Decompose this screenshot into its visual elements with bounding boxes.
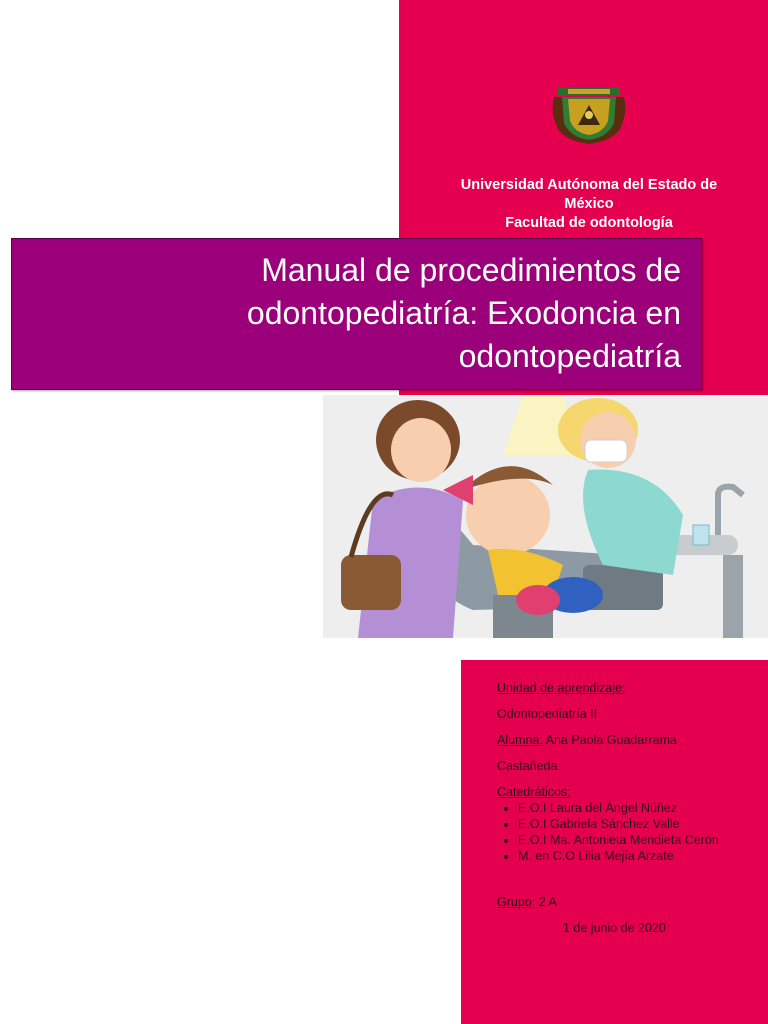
document-title	[41, 249, 681, 378]
student-info-block	[497, 680, 762, 936]
student-label: Alumna:	[497, 733, 543, 747]
university-name-line2: México	[564, 196, 614, 212]
student-name-continued: Castañeda	[497, 759, 558, 773]
title-line1: Manual de procedimientos de	[261, 252, 681, 288]
submission-date: 1 de junio de 2020	[563, 921, 666, 935]
teachers-list	[497, 800, 762, 864]
university-name-line1: Universidad Autónoma del Estado de	[460, 177, 718, 193]
teacher-item: • E.O.I Laura del Ángel Núñez	[518, 800, 762, 816]
title-line3: odontopediatría	[458, 338, 681, 374]
teacher-item: • E.O.I Gabriela Sánchez Valle	[518, 816, 762, 832]
teacher-item: • M. en C.O Lilia Mejía Arzate	[518, 848, 762, 864]
teachers-label: Catedráticos:	[497, 785, 571, 799]
student-name: Ana Paola Guadarrama	[542, 733, 677, 747]
unit-label: Unidad de aprendizaje:	[497, 681, 626, 695]
dentist-cartoon-illustration	[323, 395, 768, 638]
group-value: : 2 A	[531, 895, 557, 909]
title-banner	[11, 238, 702, 390]
group-label: Grupo	[497, 895, 532, 909]
teacher-item: • E.O.I Ma. Antonieta Mendieta Cerón	[518, 832, 762, 848]
unit-value: Odontopediatría II	[497, 707, 598, 721]
faculty-name: Facultad de odontología	[505, 215, 673, 231]
university-heading	[410, 176, 768, 233]
title-line2: odontopediatría: Exodoncia en	[246, 295, 681, 331]
university-crest-logo	[548, 83, 630, 145]
